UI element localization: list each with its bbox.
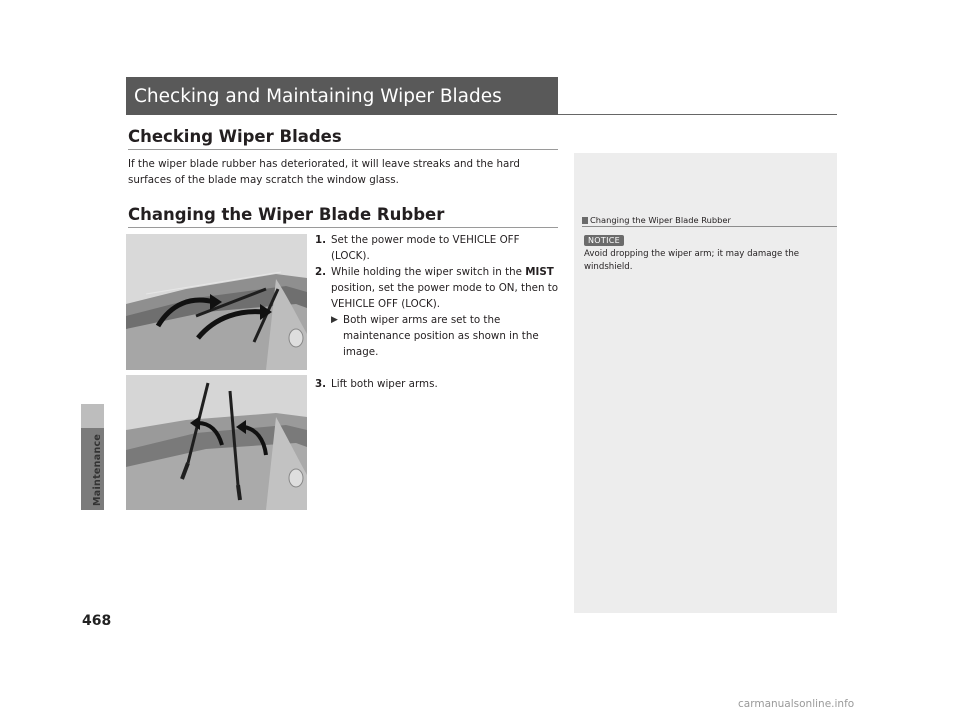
step-text-post: position, set the power mode to ON, then to VEHICLE OFF (LOCK). — [331, 282, 559, 310]
sidebar-rule — [582, 226, 837, 227]
sidebar-ref-icon — [582, 217, 588, 224]
step-text: Set the power mode to VEHICLE OFF (LOCK). — [331, 234, 520, 262]
checking-rule — [128, 149, 558, 150]
changing-heading: Changing the Wiper Blade Rubber — [128, 205, 445, 224]
step-number: 3. — [315, 378, 327, 390]
watermark: carmanualsonline.info — [738, 698, 855, 710]
sidebar-heading-text: Changing the Wiper Blade Rubber — [590, 215, 731, 225]
step-1 — [313, 232, 561, 264]
step-number: 2. — [315, 266, 327, 278]
section-tab-marker — [81, 404, 104, 428]
page-number: 468 — [82, 613, 112, 629]
steps-list — [313, 232, 561, 392]
changing-rule — [128, 227, 558, 228]
title-rule — [558, 114, 837, 115]
sidebar-heading — [582, 215, 731, 225]
checking-body: If the wiper blade rubber has deteriorated, it will leave streaks and the hard surfaces of the blade may scratch the window glass. — [128, 158, 520, 186]
result-text: Both wiper arms are set to the maintenance position as shown in the image. — [343, 314, 539, 358]
wiper-maintenance-position-image — [126, 234, 307, 370]
step-3 — [313, 376, 561, 392]
notice-text: Avoid dropping the wiper arm; it may damage the windshield. — [584, 249, 800, 272]
mist-label: MIST — [525, 266, 554, 278]
step-text: Lift both wiper arms. — [331, 378, 438, 390]
result-arrow-icon: ▶ — [331, 315, 338, 325]
page-title: Checking and Maintaining Wiper Blades — [134, 86, 502, 107]
notice-badge: NOTICE — [584, 235, 624, 246]
step-2-result — [313, 312, 561, 360]
checking-heading: Checking Wiper Blades — [128, 127, 342, 146]
step-number: 1. — [315, 234, 327, 246]
step-2 — [313, 264, 561, 360]
step-text-pre: While holding the wiper switch in the — [331, 266, 526, 278]
section-side-label: Maintenance — [92, 433, 103, 506]
lift-wiper-arms-image — [126, 375, 307, 510]
